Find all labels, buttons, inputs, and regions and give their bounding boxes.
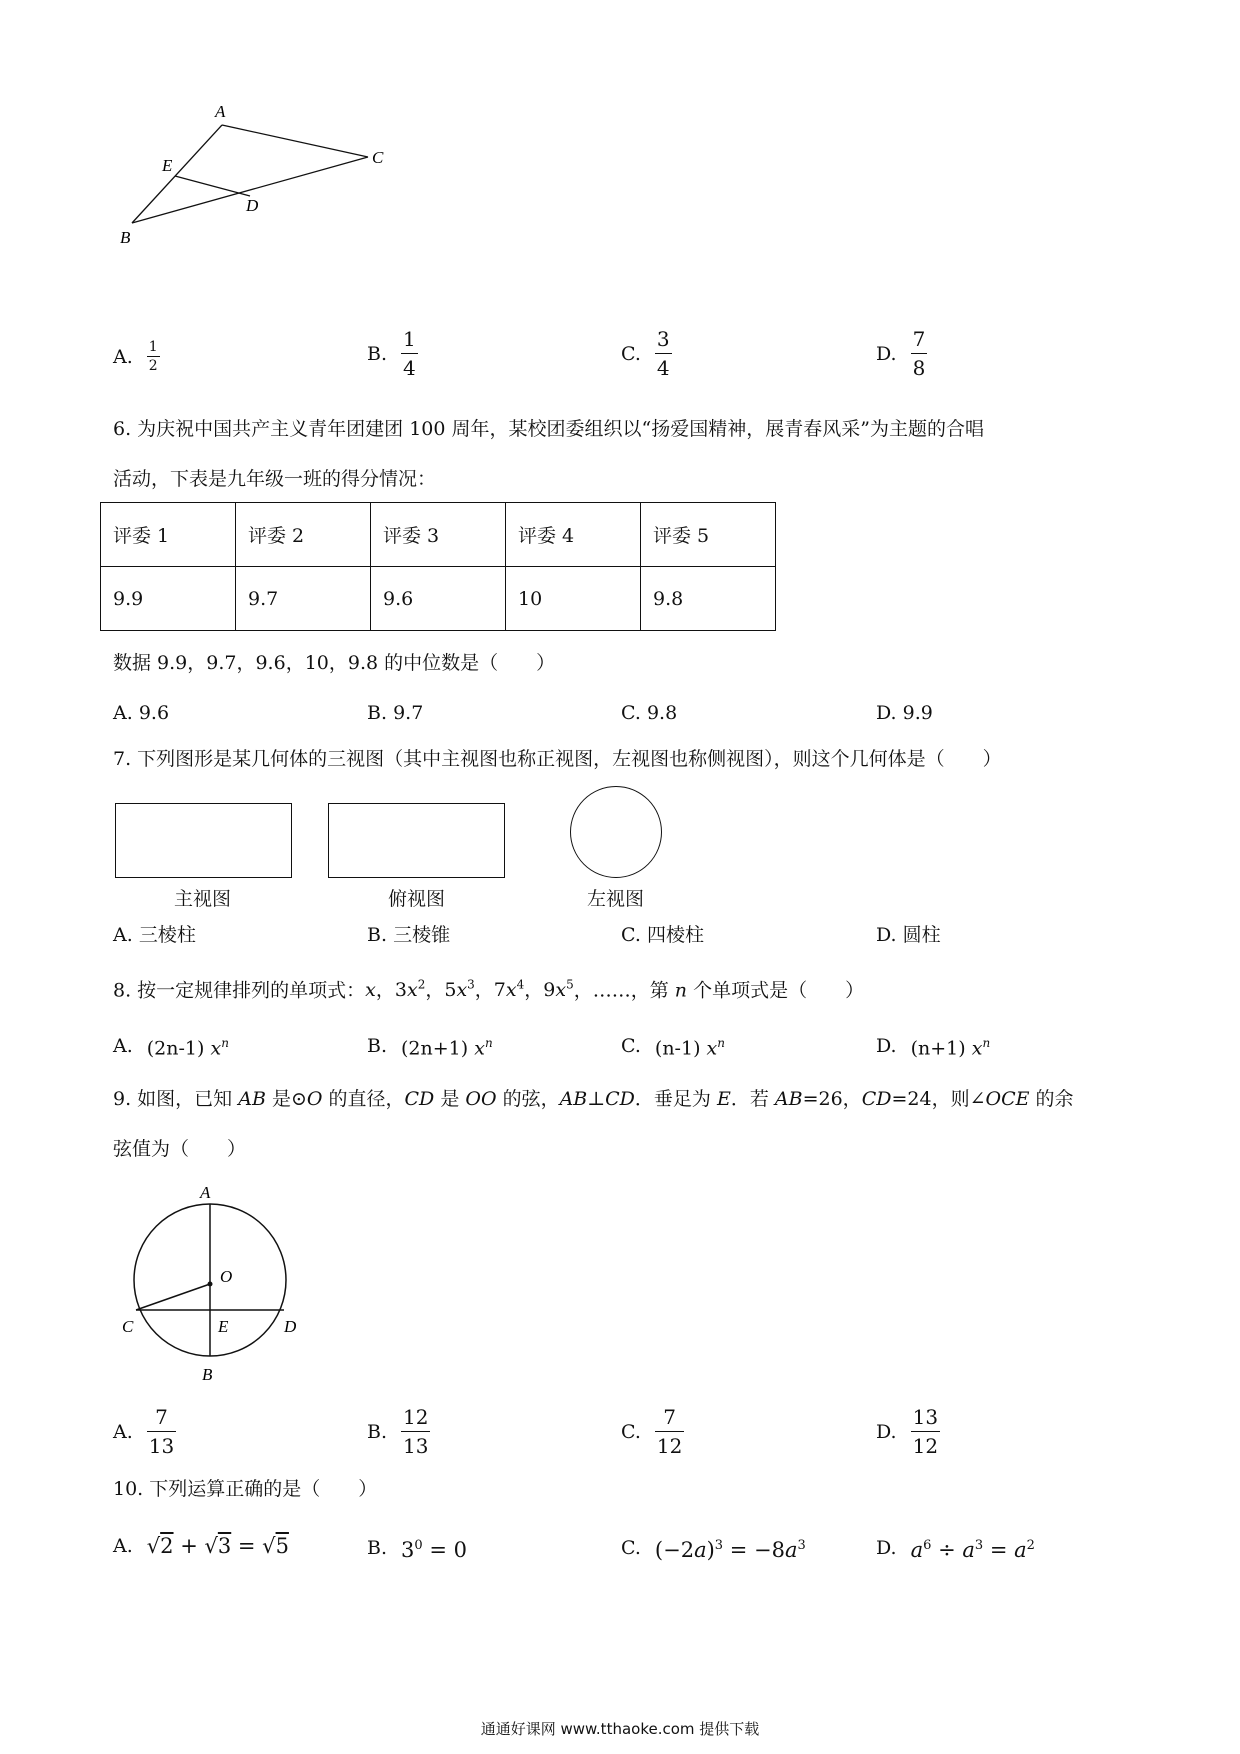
option-label: D. <box>876 702 897 724</box>
q5-segment-ed <box>175 176 250 196</box>
fraction <box>911 1406 940 1457</box>
q9-question-line-2: 弦值为（ ） <box>113 1138 247 1160</box>
option-label: B. <box>367 1034 388 1057</box>
q5-label-a: A <box>215 102 226 121</box>
q5-option-d[interactable] <box>876 328 927 379</box>
option-expression: (2n-1) $x^n$ <box>146 1036 229 1060</box>
option-text: 9.6 <box>138 702 170 724</box>
q8-question-prefix: 8. 按一定规律排列的单项式： <box>113 979 366 1002</box>
option-label: D. <box>876 342 897 365</box>
option-label: C. <box>621 342 641 365</box>
q8-question-end: 个单项式是（ ） <box>693 979 865 1002</box>
numerator: 3 <box>656 327 670 351</box>
denominator: 8 <box>911 353 928 379</box>
q8-n: n <box>674 979 688 1002</box>
q9-question-line-1: 9. 如图，已知 AB 是⊙O 的直径，CD 是 OO 的弦，AB⊥CD．垂足为 E．若 AB=26，CD=24，则∠OCE 的余 <box>113 1088 1074 1110</box>
q9-option-b[interactable] <box>367 1406 430 1457</box>
table-cell: 10 <box>506 567 641 631</box>
denominator: 13 <box>401 1431 430 1457</box>
option-label: A. <box>113 345 133 368</box>
q6-question-line-1: 6. 为庆祝中国共产主义青年团建团 100 周年，某校团委组织以“扬爱国精神，展青春风采”为主题的合唱 <box>113 418 984 440</box>
q10-option-b[interactable] <box>367 1534 467 1562</box>
table-header-cell: 评委 1 <box>101 503 236 567</box>
fraction <box>655 328 672 379</box>
q7-option-b[interactable] <box>367 923 450 947</box>
q5-option-b[interactable] <box>367 328 418 379</box>
table-row <box>101 567 776 631</box>
q9-label-b: B <box>202 1365 213 1384</box>
denominator: 13 <box>147 1431 176 1457</box>
table-cell: 9.6 <box>371 567 506 631</box>
numerator: 7 <box>912 327 926 351</box>
q5-label-b: B <box>120 228 131 247</box>
q8-monomial-sequence: x，$3x^2$，$5x^3$，$7x^4$，$9x^5$ <box>365 978 574 1002</box>
q10-option-c[interactable] <box>621 1534 806 1562</box>
option-label: A. <box>113 924 133 946</box>
q7-caption-top-view: 俯视图 <box>387 888 445 910</box>
fraction <box>147 340 160 373</box>
numerator: 13 <box>912 1405 939 1429</box>
q5-label-e: E <box>162 156 173 175</box>
q9-segment-oc <box>136 1284 210 1310</box>
q10-question: 10. 下列运算正确的是（ ） <box>113 1478 378 1500</box>
q8-question-suffix: ，……，第 <box>573 979 669 1002</box>
option-coefficient: (2n+1) <box>401 1037 469 1060</box>
denominator: 12 <box>655 1431 684 1457</box>
q10-expression-a: √2 + √3 = √5 <box>146 1534 289 1558</box>
denominator: 4 <box>655 353 672 379</box>
q10-expression-b: $3^0 = 0$ <box>401 1538 467 1562</box>
option-label: B. <box>367 342 388 365</box>
q8-option-a[interactable] <box>113 1031 229 1060</box>
q9-label-d: D <box>284 1317 297 1336</box>
q9-label-a: A <box>200 1183 211 1202</box>
option-coefficient: (n+1) <box>910 1037 966 1060</box>
q5-triangle-figure <box>100 95 400 255</box>
fraction <box>401 328 418 379</box>
option-label: C. <box>621 1537 641 1559</box>
numerator: 1 <box>403 327 416 351</box>
q7-front-view-rect <box>115 803 292 878</box>
q5-option-a[interactable] <box>113 340 160 373</box>
q9-circle-figure <box>110 1180 310 1390</box>
q10-option-d[interactable] <box>876 1534 1035 1562</box>
option-label: A. <box>113 702 133 724</box>
option-label: B. <box>367 1420 388 1443</box>
option-label: B. <box>367 924 388 946</box>
q5-side-ac <box>222 125 368 157</box>
option-label: D. <box>876 1420 897 1443</box>
q6-score-table <box>100 502 776 631</box>
q8-option-b[interactable] <box>367 1031 493 1060</box>
table-cell: 9.8 <box>641 567 776 631</box>
option-text: 9.8 <box>646 702 678 724</box>
table-header-cell: 评委 3 <box>371 503 506 567</box>
q6-option-d[interactable] <box>876 701 933 725</box>
q9-option-d[interactable] <box>876 1406 940 1457</box>
option-label: C. <box>621 702 641 724</box>
q5-option-c[interactable] <box>621 328 672 379</box>
q7-top-view-rect <box>328 803 505 878</box>
q9-label-e: E <box>218 1317 229 1336</box>
table-header-cell: 评委 4 <box>506 503 641 567</box>
q7-question: 7. 下列图形是某几何体的三视图（其中主视图也称正视图，左视图也称侧视图），则这个几何体是（ ） <box>113 748 1002 770</box>
denominator: 12 <box>911 1431 940 1457</box>
q5-label-c: C <box>372 148 384 167</box>
option-text: 四棱柱 <box>646 924 704 946</box>
q6-option-b[interactable] <box>367 701 423 725</box>
option-label: B. <box>367 702 388 724</box>
table-cell: 9.7 <box>236 567 371 631</box>
option-coefficient: (n-1) <box>654 1037 701 1060</box>
q7-caption-left-view: 左视图 <box>586 888 644 910</box>
option-label: A. <box>113 1535 133 1557</box>
fraction <box>911 328 928 379</box>
option-label: B. <box>367 1537 388 1559</box>
q10-expression-d: $a^6 \div a^3 = a^2$ <box>910 1538 1035 1562</box>
option-text: 三棱柱 <box>138 924 196 946</box>
q6-question-line-3: 数据 9.9，9.7，9.6，10，9.8 的中位数是（ ） <box>113 652 556 674</box>
q8-question <box>113 973 864 1002</box>
q10-expression-c: $(-2a)^3 = -8a^3$ <box>654 1538 806 1562</box>
q10-option-a[interactable] <box>113 1534 289 1558</box>
numerator: 7 <box>663 1405 676 1429</box>
page-footer: 通通好课网 www.tthaoke.com 提供下载 <box>480 1720 760 1738</box>
option-label: C. <box>621 1420 641 1443</box>
option-text: 三棱锥 <box>393 924 451 946</box>
option-expression: (n+1) $x^n$ <box>910 1036 991 1060</box>
numerator: 1 <box>148 339 158 355</box>
q5-label-d: D <box>246 196 259 215</box>
q5-side-ab <box>132 125 222 223</box>
option-text: 9.9 <box>902 702 933 724</box>
denominator: 2 <box>148 358 158 374</box>
option-coefficient: (2n-1) <box>146 1037 205 1060</box>
table-cell: 9.9 <box>101 567 236 631</box>
option-expression: (n-1) $x^n$ <box>654 1036 725 1060</box>
q7-option-d[interactable] <box>876 923 941 947</box>
q8-option-d[interactable] <box>876 1031 990 1060</box>
option-label: A. <box>113 1420 133 1443</box>
fraction <box>655 1406 684 1457</box>
option-text: 圆柱 <box>902 924 941 946</box>
q6-option-a[interactable] <box>113 701 169 725</box>
q7-caption-front-view: 主视图 <box>173 888 231 910</box>
option-label: D. <box>876 924 897 946</box>
denominator: 4 <box>401 353 418 379</box>
fraction <box>401 1406 430 1457</box>
q9-option-c[interactable] <box>621 1406 684 1457</box>
option-label: D. <box>876 1034 897 1057</box>
q6-option-c[interactable] <box>621 701 677 725</box>
table-header-row <box>101 503 776 567</box>
q9-label-c: C <box>122 1317 134 1336</box>
q7-left-view-circle <box>570 786 662 878</box>
fraction <box>147 1406 176 1457</box>
numerator: 7 <box>155 1405 168 1429</box>
option-label: D. <box>876 1537 897 1559</box>
option-label: A. <box>113 1034 133 1057</box>
numerator: 12 <box>403 1405 429 1429</box>
table-header-cell: 评委 5 <box>641 503 776 567</box>
q6-question-line-2: 活动，下表是九年级一班的得分情况： <box>113 468 437 490</box>
q7-option-a[interactable] <box>113 923 196 947</box>
q9-center-dot <box>208 1282 213 1287</box>
q7-option-c[interactable] <box>621 923 704 947</box>
table-header-cell: 评委 2 <box>236 503 371 567</box>
q9-option-a[interactable] <box>113 1406 176 1457</box>
option-text: 9.7 <box>393 702 424 724</box>
option-label: C. <box>621 1034 641 1057</box>
q8-option-c[interactable] <box>621 1031 725 1060</box>
option-expression: (2n+1) $x^n$ <box>401 1036 493 1060</box>
option-label: C. <box>621 924 641 946</box>
q9-label-o: O <box>220 1267 233 1286</box>
